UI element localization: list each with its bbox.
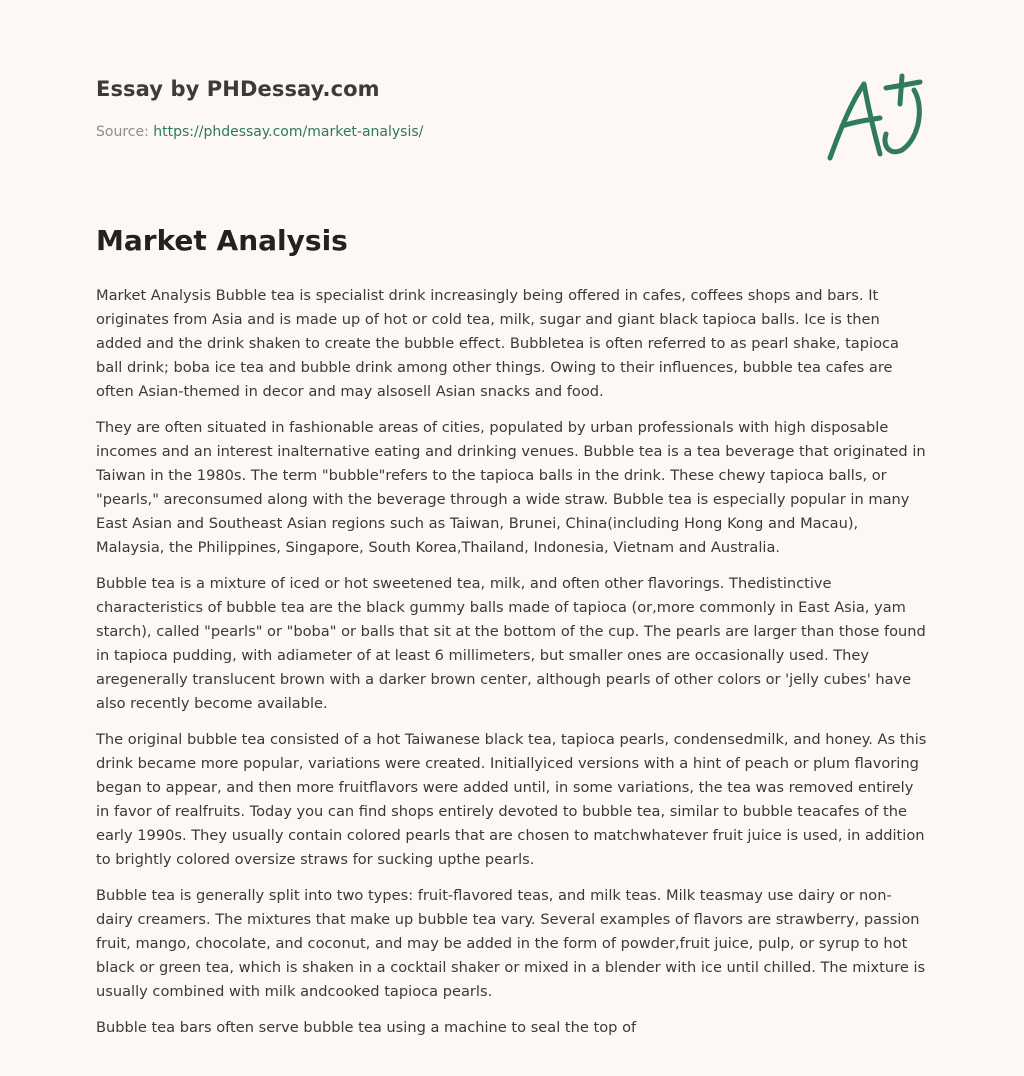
source-line bbox=[96, 124, 423, 140]
source-link[interactable]: https://phdessay.com/market-analysis/ bbox=[153, 124, 424, 140]
article-body bbox=[96, 284, 928, 1052]
paragraph: Market Analysis Bubble tea is specialist drink increasingly being offered in cafes, coffees shops and bars. It originates from Asia and is made up of hot or cold tea, milk, sugar and giant black tapioca balls. Ice is then added and the drink shaken to create the bubble effect. Bubbletea is often referred to as pearl shake, tapioca ball drink; boba ice tea and bubble drink among other things. Owing to their influences, bubble tea cafes are often Asian-themed in decor and may alsosell Asian snacks and food. bbox=[96, 287, 899, 400]
paragraph: They are often situated in fashionable areas of cities, populated by urban professionals with high disposable incomes and an interest inalternative eating and drinking venues. Bubble tea is a tea beverage that originated in Taiwan in the 1980s. The term "bubble"refers to the tapioca balls in the drink. These chewy tapioca balls, or "pearls," areconsumed along with the beverage through a wide straw. Bubble tea is especially popular in many East Asian and Southeast Asian regions such as Taiwan, Brunei, China(including Hong Kong and Macau), Malaysia, the Philippines, Singapore, South Korea,Thailand, Indonesia, Vietnam and Australia. bbox=[96, 419, 926, 556]
paragraph: The original bubble tea consisted of a hot Taiwanese black tea, tapioca pearls, condensedmilk, and honey. As this drink became more popular, variations were created. Initiallyiced versions with a hint of peach or plum flavoring began to appear, and then more fruitflavors were added until, in some variations, the tea was removed entirely in favor of realfruits. Today you can find shops entirely devoted to bubble tea, similar to bubble teacafes of the early 1990s. They usually contain colored pearls that are chosen to matchwhatever fruit juice is used, in addition to brightly colored oversize straws for sucking upthe pearls. bbox=[96, 731, 927, 868]
page-title: Market Analysis bbox=[96, 224, 348, 257]
paragraph: Bubble tea is a mixture of iced or hot sweetened tea, milk, and often other flavorings. Thedistinctive characteristics of bubble tea are the black gummy balls made of tapioca (or,more commonly in East Asia, yam starch), called "pearls" or "boba" or balls that sit at the bottom of the cup. The pearls are larger than those found in tapioca pudding, with adiameter of at least 6 millimeters, but smaller ones are occasionally used. They aregenerally translucent brown with a darker brown center, although pearls of other colors or 'jelly cubes' have also recently become available. bbox=[96, 575, 926, 712]
source-label: Source: bbox=[96, 124, 149, 140]
paragraph: Bubble tea is generally split into two types: fruit-flavored teas, and milk teas. Milk teasmay use dairy or non-dairy creamers. The mixtures that make up bubble tea vary. Several examples of flavors are strawberry, passion fruit, mango, chocolate, and coconut, and may be added in the form of powder,fruit juice, pulp, or syrup to hot black or green tea, which is shaken in a cocktail shaker or mixed in a blender with ice until chilled. The mixture is usually combined with milk andcooked tapioca pearls. bbox=[96, 887, 926, 1000]
site-brand: Essay by PHDessay.com bbox=[96, 77, 380, 101]
a-plus-grade-icon bbox=[820, 66, 930, 166]
paragraph: Bubble tea bars often serve bubble tea using a machine to seal the top of bbox=[96, 1019, 637, 1036]
